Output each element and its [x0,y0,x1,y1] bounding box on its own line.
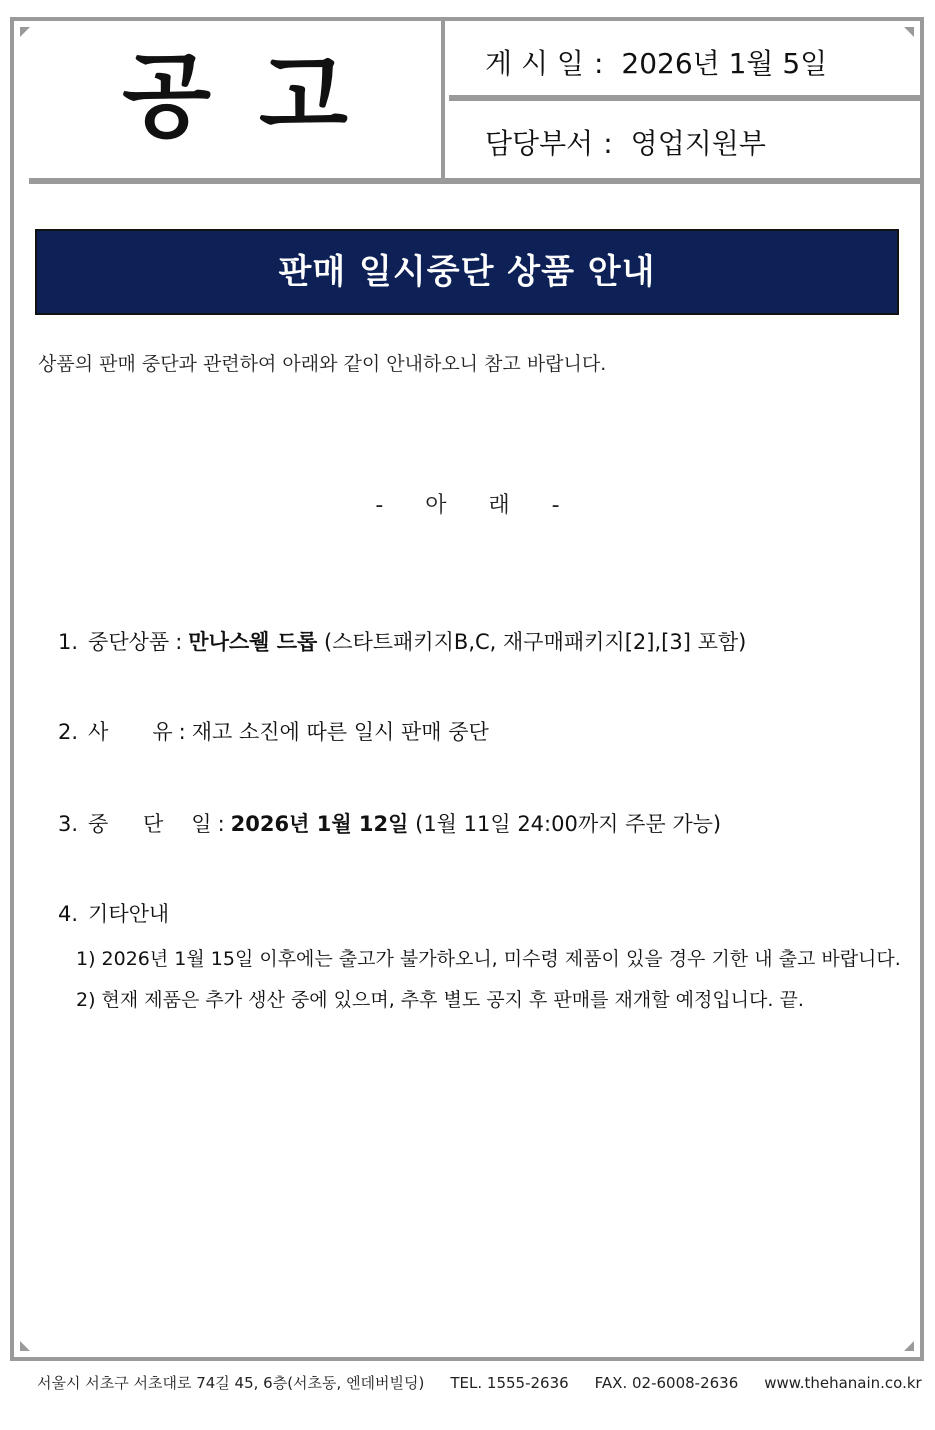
footer-tel: TEL. 1555-2636 [450,1374,569,1392]
product-name: 만나스웰 드롭 [188,630,318,654]
header-bottom-rule [29,178,921,184]
item-discontinued-product [58,626,746,656]
department-separator: : [603,127,613,160]
corner-mark-bottom-left [20,1341,30,1351]
corner-mark-top-left [20,27,30,37]
item-label-part: 유 [152,720,173,744]
footer-fax: FAX. 02-6008-2636 [594,1374,739,1392]
stop-date-value: 2026년 1월 12일 [230,812,409,836]
item-number: 1. [58,630,79,654]
item-number: 3. [58,812,79,836]
product-package-note: (스타트패키지B,C, 재구매패키지[2],[3] 포함) [324,630,747,654]
item-label-part: 중 단 [88,812,178,836]
item-label: 중단상품 [88,630,170,654]
post-date-value: 2026년 1월 5일 [621,47,828,80]
post-date-label: 게 시 일 [485,47,584,80]
item-label-part: 일 [191,812,212,836]
notice-title: 공고 [122,43,396,150]
other-info-line-1: 1) 2026년 1월 15일 이후에는 출고가 불가하오니, 미수령 제품이 있을 경우 기한 내 출고 바랍니다. [76,948,901,970]
document-frame [10,17,924,1361]
item-label: 기타안내 [88,902,170,926]
corner-mark-bottom-right [904,1341,914,1351]
item-label-part: 사 [88,720,153,744]
item-colon: : [178,720,186,744]
footer-address: 서울시 서초구 서초대로 74길 45, 6층(서초동, 엔데버빌딩) [37,1374,425,1392]
item-number: 2. [58,720,79,744]
item-stop-date [58,808,721,838]
department-value: 영업지원부 [630,127,766,160]
other-info-line-2: 2) 현재 제품은 추가 생산 중에 있으며, 추후 별도 공지 후 판매를 재개할 예정입니다. 끝. [76,989,804,1011]
intro-text: 상품의 판매 중단과 관련하여 아래와 같이 안내하오니 참고 바랍니다. [38,353,607,375]
post-date-separator: : [593,47,604,80]
below-marker: - 아 래 - [375,493,560,518]
item-colon: : [217,812,225,836]
order-deadline-note: (1월 11일 24:00까지 주문 가능) [415,812,722,836]
post-date-row [485,42,827,82]
department-row [485,122,766,162]
header-divider-vertical [441,20,445,181]
reason-value: 재고 소진에 따른 일시 판매 중단 [191,720,489,744]
footer-contact [37,1372,922,1393]
item-reason [58,716,489,746]
department-label: 담당부서 [485,127,594,160]
item-colon: : [175,630,183,654]
footer-website: www.thehanain.co.kr [764,1374,922,1392]
subject-banner: 판매 일시중단 상품 안내 [35,229,899,315]
corner-mark-top-right [904,27,914,37]
item-other-info [58,898,169,928]
header-divider-horizontal [449,95,921,101]
item-number: 4. [58,902,79,926]
